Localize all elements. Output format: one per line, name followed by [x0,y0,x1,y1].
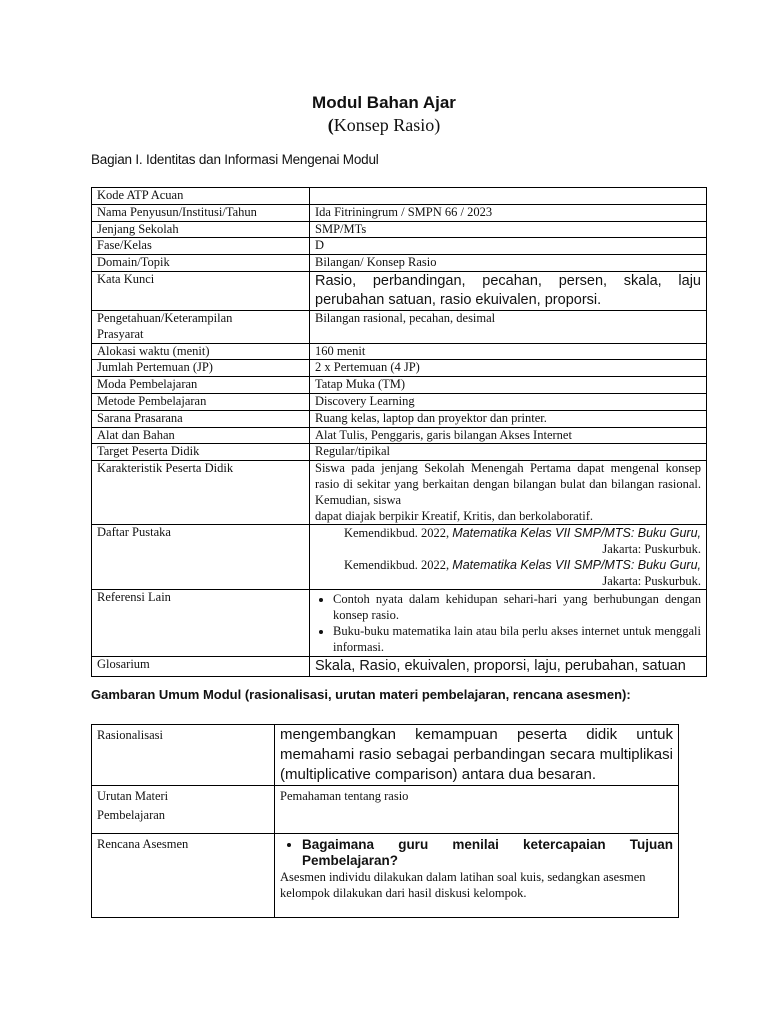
reference-title: Matematika Kelas VII SMP/MTS: Buku Guru, [452,558,701,573]
row-value: Bilangan/ Konsep Rasio [310,255,707,272]
row-value [310,188,707,205]
row-value [310,590,707,657]
reference-publisher: Jakarta: Puskurbuk. [602,542,701,557]
row-label: Daftar Pustaka [92,525,310,590]
table-row [92,360,707,377]
table-row [92,310,707,343]
row-label: Moda Pembelajaran [92,377,310,394]
row-value: D [310,238,707,255]
row-value: SMP/MTs [310,221,707,238]
table-row [92,188,707,205]
row-label: Jenjang Sekolah [92,221,310,238]
row-label: Nama Penyusun/Institusi/Tahun [92,204,310,221]
reference-publisher: Jakarta: Puskurbuk. [602,574,701,589]
table-row [92,255,707,272]
row-value: Regular/tipikal [310,444,707,461]
reference-author: Kemendikbud. 2022, [343,558,453,573]
label-line: Urutan Materi [97,789,169,803]
reference-entry [315,557,701,589]
overview-table [91,724,679,918]
reference-title: Matematika Kelas VII SMP/MTS: Buku Guru, [452,526,701,541]
row-value: Discovery Learning [310,393,707,410]
row-label: Kata Kunci [92,271,310,310]
row-label [92,786,275,834]
document-subtitle [0,115,768,136]
document-title: Modul Bahan Ajar [312,93,456,112]
table-row [92,271,707,310]
table-row [92,834,679,918]
table-row [92,461,707,525]
row-value: 2 x Pertemuan (4 JP) [310,360,707,377]
table-row [92,343,707,360]
row-value: Ida Fitriningrum / SMPN 66 / 2023 [310,204,707,221]
row-value [310,525,707,590]
reference-entry [315,525,701,557]
row-label: Rasionalisasi [92,725,275,786]
subtitle-text: Konsep Rasio) [333,115,441,135]
label-line: Pembelajaran [97,808,166,822]
value-paragraph: Siswa pada jenjang Sekolah Menengah Pertama dapat mengenal konsep rasio di sekitar yang berkaitan dengan bilangan bulat dan bilangan rasional. Kemudian, siswa [315,461,701,507]
table-row [92,725,679,786]
label-line: Prasyarat [97,326,144,341]
row-label: Metode Pembelajaran [92,393,310,410]
row-label: Fase/Kelas [92,238,310,255]
table-row [92,238,707,255]
row-value [310,461,707,525]
row-value: Tatap Muka (TM) [310,377,707,394]
row-label: Sarana Prasarana [92,410,310,427]
row-label: Target Peserta Didik [92,444,310,461]
table-row [92,221,707,238]
row-label: Alat dan Bahan [92,427,310,444]
reference-list [315,591,701,655]
row-value: Bilangan rasional, pecahan, desimal [310,310,707,343]
section-heading-identity: Bagian I. Identitas dan Informasi Mengenai Modul [91,152,379,167]
label-line: Pengetahuan/Keterampilan [97,310,233,325]
table-row [92,204,707,221]
row-value: Alat Tulis, Penggaris, garis bilangan Akses Internet [310,427,707,444]
section-heading-overview: Gambaran Umum Modul (rasionalisasi, urutan materi pembelajaran, rencana asesmen): [91,687,631,702]
row-value: Ruang kelas, laptop dan proyektor dan printer. [310,410,707,427]
table-row [92,786,679,834]
row-label: Karakteristik Peserta Didik [92,461,310,525]
row-label [92,310,310,343]
row-value: Skala, Rasio, ekuivalen, proporsi, laju, perubahan, satuan [310,657,707,677]
list-item: • Buku-buku matematika lain atau bila perlu akses internet untuk menggali informasi. [333,623,701,655]
list-item: • Contoh nyata dalam kehidupan sehari-hari yang berhubungan dengan konsep rasio. [333,591,701,623]
assessment-answer: Asesmen individu dilakukan dalam latihan soal kuis, sedangkan asesmen kelompok dilakukan dari hasil diskusi kelompok. [280,870,646,900]
table-row [92,427,707,444]
identity-table [91,187,707,677]
table-row [92,444,707,461]
table-row [92,590,707,657]
table-row [92,657,707,677]
table-row [92,525,707,590]
row-value [275,834,679,918]
row-label: Referensi Lain [92,590,310,657]
assessment-question: • Bagaimana guru menilai ketercapaian Tujuan Pembelajaran? [302,837,673,869]
row-value: Rasio, perbandingan, pecahan, persen, skala, laju perubahan satuan, rasio ekuivalen, proporsi. [310,271,707,310]
row-label: Alokasi waktu (menit) [92,343,310,360]
reference-author: Kemendikbud. 2022, [343,526,453,541]
row-label: Kode ATP Acuan [92,188,310,205]
row-value: Pemahaman tentang rasio [275,786,679,834]
subtitle-paren: ( [327,115,334,135]
table-row [92,393,707,410]
value-paragraph: dapat diajak berpikir Kreatif, Kritis, dan berkolaboratif. [315,508,594,523]
row-label: Glosarium [92,657,310,677]
row-label: Jumlah Pertemuan (JP) [92,360,310,377]
row-label: Domain/Topik [92,255,310,272]
table-row [92,377,707,394]
assessment-list [280,837,673,869]
row-value: 160 menit [310,343,707,360]
table-row [92,410,707,427]
row-value: mengembangkan kemampuan peserta didik untuk memahami rasio sebagai perbandingan secara multiplikasi (multiplicative comparison) antara dua besaran. [275,725,679,786]
row-label: Rencana Asesmen [92,834,275,918]
